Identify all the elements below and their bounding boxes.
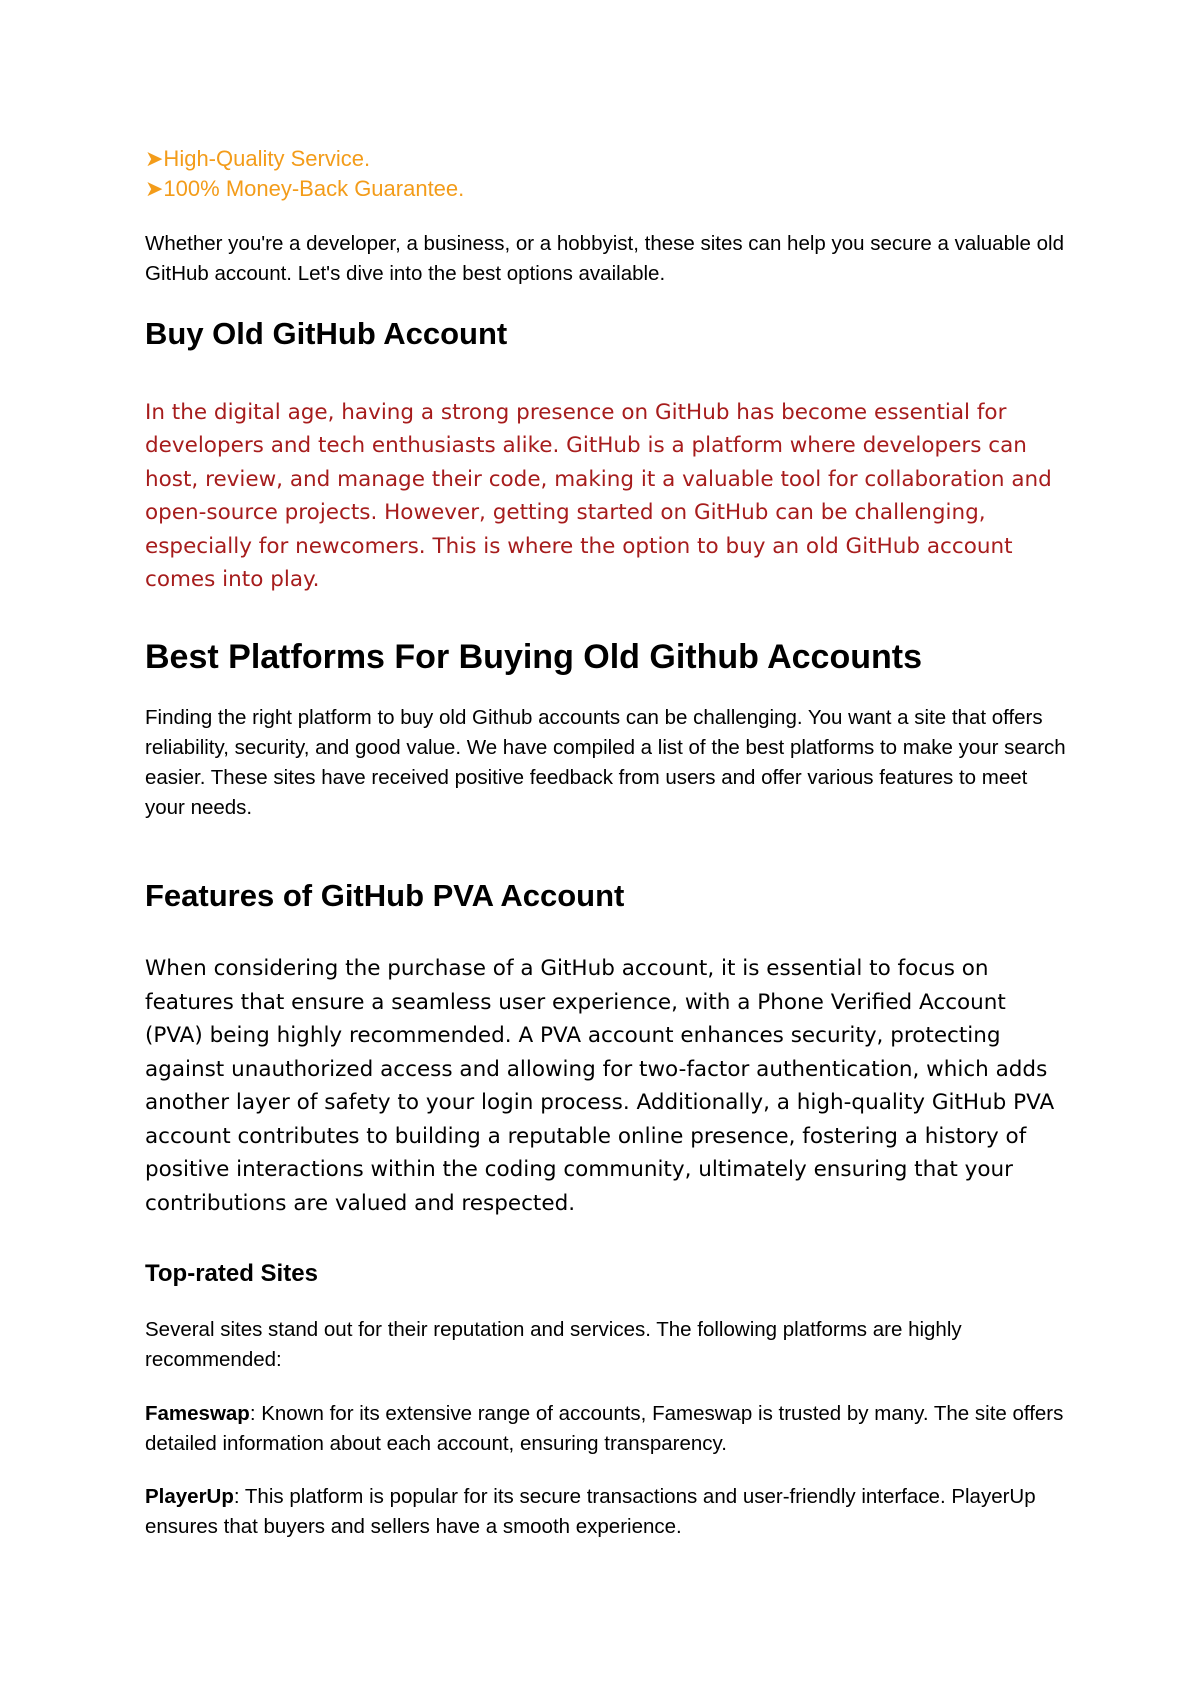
site-name: PlayerUp <box>145 1485 234 1508</box>
bullet-item: ➤High-Quality Service. <box>145 146 371 171</box>
bullet-item: ➤100% Money-Back Guarantee. <box>145 176 465 201</box>
intro-paragraph: Whether you're a developer, a business, or a hobbyist, these sites can help you secure a valuable old GitHub account. Let's dive into the best options available. <box>145 232 1064 285</box>
feature-bullets <box>145 144 1065 204</box>
heading-best-platforms: Best Platforms For Buying Old Github Accounts <box>145 638 923 676</box>
top-rated-paragraph: Several sites stand out for their reputation and services. The following platforms are highly recommended: <box>145 1318 962 1371</box>
heading-buy-old-github: Buy Old GitHub Account <box>145 316 508 351</box>
heading-features-pva: Features of GitHub PVA Account <box>145 878 625 913</box>
features-paragraph: When considering the purchase of a GitHub account, it is essential to focus on features that ensure a seamless user experience, with a Phone Verified Account (PVA) being highly recommended. A PVA account enhances security, protecting against unauthorized access and allowing for two-factor authentication, which adds another layer of safety to your login process. Additionally, a high-quality GitHub PVA account contributes to building a reputable online presence, fostering a history of positive interactions within the coding community, ultimately ensuring that your contributions are valued and respected. <box>145 956 1055 1216</box>
site-name: Fameswap <box>145 1402 250 1425</box>
intro-highlight-paragraph: In the digital age, having a strong presence on GitHub has become essential for developers and tech enthusiasts alike. GitHub is a platform where developers can host, review, and manage their code, making it a valuable tool for collaboration and open-source projects. However, getting started on GitHub can be challenging, especially for newcomers. This is where the option to buy an old GitHub account comes into play. <box>145 400 1052 593</box>
site-item-playerup <box>145 1482 1065 1542</box>
site-description: : Known for its extensive range of accounts, Fameswap is trusted by many. The site offers detailed information about each account, ensuring transparency. <box>145 1402 1064 1455</box>
site-item-fameswap <box>145 1399 1065 1459</box>
site-description: : This platform is popular for its secure transactions and user-friendly interface. PlayerUp ensures that buyers and sellers have a smooth experience. <box>145 1485 1036 1538</box>
platforms-paragraph: Finding the right platform to buy old Github accounts can be challenging. You want a site that offers reliability, security, and good value. We have compiled a list of the best platforms to make your search easier. These sites have received positive feedback from users and offer various features to meet your needs. <box>145 706 1066 819</box>
heading-top-rated-sites: Top-rated Sites <box>145 1260 318 1287</box>
